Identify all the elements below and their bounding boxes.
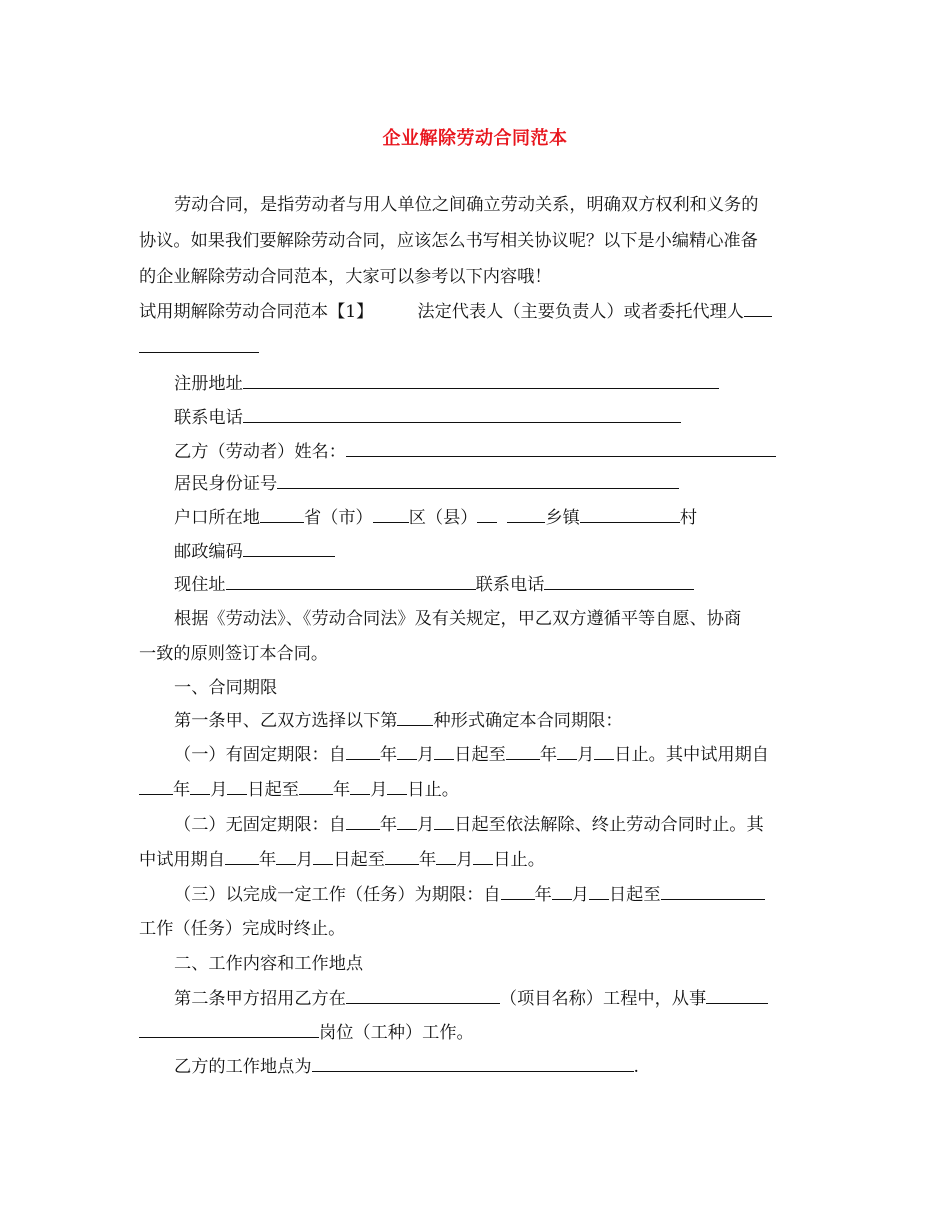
blank: [350, 778, 370, 795]
blank: [397, 813, 417, 830]
chapter-2-heading: 二、工作内容和工作地点: [174, 954, 364, 974]
year-label: 年: [258, 850, 277, 870]
month-label: 月: [370, 780, 388, 800]
legal-rep-line-2: [139, 336, 259, 360]
current-address-line: [174, 573, 694, 597]
legal-rep-blank: [744, 300, 772, 317]
id-no-line: [174, 472, 679, 496]
blank: [506, 743, 540, 760]
term-1-line-1: [174, 743, 769, 767]
chapter-1-heading: 一、合同期限: [174, 678, 278, 698]
blank: [434, 813, 454, 830]
day-to-label: 日起至: [454, 745, 506, 765]
term-1-line-2: [139, 778, 459, 802]
postcode-line: [174, 540, 335, 564]
phone-line: [174, 406, 681, 430]
household-blank-3: [477, 506, 497, 523]
year-label: 年: [418, 850, 437, 870]
day-to-label: 日起至: [333, 850, 385, 870]
workplace-line: [174, 1055, 639, 1079]
article-1-blank: [397, 709, 433, 726]
month-label: 月: [417, 815, 435, 835]
day-end-label: 日止。: [493, 850, 545, 870]
reg-address-line: [174, 372, 719, 396]
household-label: 户口所在地: [174, 508, 260, 528]
section-title: 试用期解除劳动合同范本【1】: [139, 302, 374, 322]
job-blank: [706, 987, 768, 1004]
phone2-blank: [544, 573, 694, 590]
blank: [346, 813, 380, 830]
blank: [313, 848, 333, 865]
province-label: 省（市）: [303, 508, 373, 528]
month-label: 月: [571, 885, 589, 905]
phone-label: 联系电话: [174, 408, 243, 428]
document-title: 企业解除劳动合同范本: [382, 128, 568, 149]
blank: [557, 743, 577, 760]
household-blank-5: [580, 506, 680, 523]
blank: [594, 743, 614, 760]
blank: [276, 848, 296, 865]
section-title-line: [139, 300, 772, 324]
year-label: 年: [534, 885, 552, 905]
term-2-line-1: [174, 813, 764, 837]
article-2-line-2: [139, 1021, 474, 1045]
phone-blank: [243, 406, 681, 423]
household-blank-1: [260, 506, 304, 523]
id-no-blank: [277, 472, 679, 489]
current-address-blank: [226, 573, 476, 590]
workplace-label: 乙方的工作地点为: [174, 1057, 312, 1077]
year-label: 年: [379, 745, 398, 765]
legal-rep-blank-2: [139, 336, 259, 353]
blank: [227, 778, 247, 795]
blank: [299, 778, 333, 795]
household-blank-4: [507, 506, 545, 523]
blank: [139, 778, 173, 795]
term-2-text: 日起至依法解除、终止劳动合同时止。其: [454, 815, 764, 835]
reg-address-label: 注册地址: [174, 374, 243, 394]
workplace-end: .: [633, 1057, 639, 1077]
year-label: 年: [173, 780, 191, 800]
job-blank-2: [139, 1021, 319, 1038]
article-2-post: 岗位（工种）工作。: [319, 1023, 474, 1043]
probation-label: 中试用期自: [139, 850, 225, 870]
blank: [346, 743, 380, 760]
basis-line-1: 根据《劳动法》、《劳动合同法》及有关规定，甲乙双方遵循平等自愿、协商: [174, 609, 742, 629]
term-1-label: （一）有固定期限：自: [174, 745, 346, 765]
blank: [190, 778, 210, 795]
blank: [589, 883, 609, 900]
day-end-label: 日止。其中试用期自: [614, 745, 769, 765]
blank: [501, 883, 535, 900]
workplace-blank: [312, 1055, 634, 1072]
reg-address-blank: [243, 372, 719, 389]
intro-line-1: 劳动合同，是指劳动者与用人单位之间确立劳动关系，明确双方权利和义务的: [174, 195, 759, 215]
year-label: 年: [332, 780, 351, 800]
project-name-blank: [346, 987, 500, 1004]
year-label: 年: [379, 815, 398, 835]
basis-line-2: 一致的原则签订本合同。: [139, 644, 329, 664]
town-label: 乡镇: [545, 508, 580, 528]
phone2-label: 联系电话: [475, 575, 545, 595]
household-line: [174, 506, 697, 530]
blank: [225, 848, 259, 865]
month-label: 月: [577, 745, 595, 765]
day-end-label: 日止。: [407, 780, 459, 800]
article-2-line-1: [174, 987, 768, 1011]
postcode-label: 邮政编码: [174, 542, 243, 562]
year-label: 年: [539, 745, 558, 765]
village-label: 村: [679, 508, 698, 528]
blank: [552, 883, 572, 900]
article-2-mid: （项目名称）工程中，从事: [499, 989, 707, 1009]
article-1-line: [174, 709, 623, 733]
blank: [387, 778, 407, 795]
blank: [473, 848, 493, 865]
blank: [661, 883, 765, 900]
party-b-name-label: 乙方（劳动者）姓名：: [174, 442, 346, 462]
term-3-label: （三）以完成一定工作（任务）为期限：自: [174, 885, 501, 905]
blank: [436, 848, 456, 865]
id-no-label: 居民身份证号: [174, 474, 278, 494]
household-blank-2: [373, 506, 409, 523]
district-label: 区（县）: [408, 508, 478, 528]
month-label: 月: [456, 850, 474, 870]
blank: [434, 743, 454, 760]
intro-line-3: 的企业解除劳动合同范本，大家可以参考以下内容哦！: [139, 267, 552, 287]
month-label: 月: [210, 780, 228, 800]
term-3-line-1: [174, 883, 765, 907]
term-2-label: （二）无固定期限：自: [174, 815, 346, 835]
current-address-label: 现住址: [174, 575, 226, 595]
article-2-pre: 第二条甲方招用乙方在: [174, 989, 346, 1009]
intro-line-2: 协议。如果我们要解除劳动合同，应该怎么书写相关协议呢？以下是小编精心准备: [139, 231, 758, 251]
blank: [397, 743, 417, 760]
legal-rep-label: 法定代表人（主要负责人）或者委托代理人: [417, 302, 744, 322]
party-b-name-line: [174, 440, 776, 464]
party-b-name-blank: [346, 440, 776, 457]
month-label: 月: [417, 745, 435, 765]
month-label: 月: [296, 850, 314, 870]
postcode-blank: [243, 540, 335, 557]
term-2-line-2: [139, 848, 545, 872]
term-3-line-2: 工作（任务）完成时终止。: [139, 919, 346, 939]
article-1-post: 种形式确定本合同期限：: [433, 711, 623, 731]
day-to-label: 日起至: [247, 780, 299, 800]
blank: [385, 848, 419, 865]
day-to-label: 日起至: [608, 885, 661, 905]
article-1-pre: 第一条甲、乙双方选择以下第: [174, 711, 398, 731]
